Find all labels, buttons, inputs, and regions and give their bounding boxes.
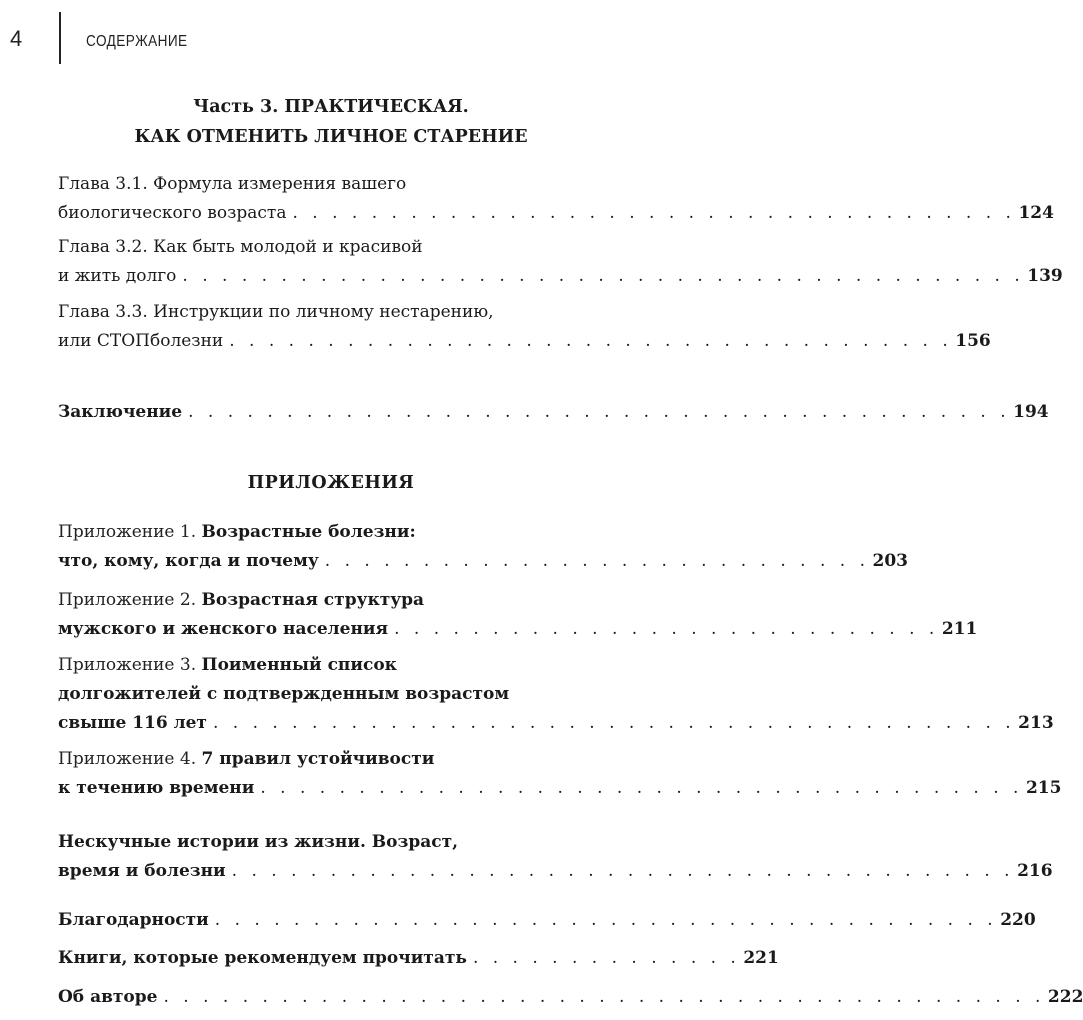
appendix-prefix: Приложение 4. xyxy=(58,749,202,769)
toc-entry-text: Книги, которые рекомендуем прочитать xyxy=(58,948,467,968)
toc-entry-chapter-3-2[interactable] xyxy=(58,233,1063,291)
toc-entry-text: Глава 3.3. Инструкции по личному нестарению, xyxy=(58,302,494,322)
toc-entry-text: Благодарности xyxy=(58,910,209,930)
toc-entry-text: к течению времени xyxy=(58,778,255,798)
toc-entry-about-author[interactable] xyxy=(58,983,1083,1012)
dot-leader: . . . . . . . . . . . . . . . . . . . . . . . . . . . . . . . . . . . . . . . . xyxy=(231,861,1015,881)
page-ref: 220 xyxy=(1000,910,1036,930)
toc-entry-conclusion[interactable] xyxy=(58,398,1049,427)
page-ref: 216 xyxy=(1017,861,1053,881)
toc-entry-text: свыше 116 лет xyxy=(58,713,207,733)
toc-entry-text: Глава 3.2. Как быть молодой и красивой xyxy=(58,237,423,257)
dot-leader: . . . . . . . . . . . . . . . . . . . . . . . . . . . . . . . . . . . . . xyxy=(292,203,1016,223)
page-ref: 213 xyxy=(1018,713,1054,733)
dot-leader: . . . . . . . . . . . . . . xyxy=(472,948,741,968)
page-ref: 221 xyxy=(743,948,779,968)
appendix-prefix: Приложение 2. xyxy=(58,590,202,610)
toc-entry-chapter-3-1[interactable] xyxy=(58,170,1054,228)
dot-leader: . . . . . . . . . . . . . . . . . . . . . . . . . . . . . . . . . . . . . xyxy=(229,331,953,351)
toc-entry-stories[interactable] xyxy=(58,828,1053,886)
toc-entry-chapter-3-3[interactable] xyxy=(58,298,991,356)
toc-entry-text: и жить долго xyxy=(58,266,177,286)
toc-entry-text: Возрастные болезни: xyxy=(201,522,416,542)
page-number: 4 xyxy=(10,26,23,51)
toc-entry-appendix-1[interactable] xyxy=(58,518,908,576)
toc-entry-text: Нескучные истории из жизни. Возраст, xyxy=(58,832,459,852)
toc-entry-acknowledgements[interactable] xyxy=(58,906,1036,935)
toc-entry-text: время и болезни xyxy=(58,861,226,881)
toc-entry-text: что, кому, когда и почему xyxy=(58,551,319,571)
toc-entry-text: мужского и женского населения xyxy=(58,619,389,639)
dot-leader: . . . . . . . . . . . . . . . . . . . . . . . . . . . . . . . . . . . . . . . . . xyxy=(212,713,1016,733)
toc-entry-appendix-3[interactable] xyxy=(58,651,1054,738)
toc-entry-text: Об авторе xyxy=(58,987,158,1007)
page-ref: 124 xyxy=(1018,203,1054,223)
dot-leader: . . . . . . . . . . . . . . . . . . . . . . . . . . . . xyxy=(394,619,939,639)
toc-entry-recommended-books[interactable] xyxy=(58,944,779,973)
toc-entry-appendix-2[interactable] xyxy=(58,586,978,644)
appendices-title: ПРИЛОЖЕНИЯ xyxy=(247,473,415,493)
running-head: СОДЕРЖАНИЕ xyxy=(86,33,188,50)
page-ref: 211 xyxy=(941,619,978,639)
toc-entry-text: или СТОПболезни xyxy=(58,331,224,351)
toc-entry-text: Возрастная структура xyxy=(201,590,425,610)
dot-leader: . . . . . . . . . . . . . . . . . . . . . . . . . . . . xyxy=(324,551,870,571)
header-divider xyxy=(59,12,61,64)
dot-leader: . . . . . . . . . . . . . . . . . . . . . . . . . . . . . . . . . . . . . . . . xyxy=(214,910,998,930)
page-ref: 194 xyxy=(1013,402,1049,422)
toc-entry-text: Заключение xyxy=(58,402,183,422)
part-title-line-2: КАК ОТМЕНИТЬ ЛИЧНОЕ СТАРЕНИЕ xyxy=(134,127,528,147)
toc-entry-text: Поименный список xyxy=(201,655,397,675)
toc-entry-appendix-4[interactable] xyxy=(58,745,1062,803)
part-title-line-1: Часть 3. ПРАКТИЧЕСКАЯ. xyxy=(193,97,469,117)
page-ref: 139 xyxy=(1027,266,1063,286)
dot-leader: . . . . . . . . . . . . . . . . . . . . . . . . . . . . . . . . . . . . . . . xyxy=(260,778,1023,798)
page-ref: 156 xyxy=(955,331,991,351)
page-ref: 222 xyxy=(1047,987,1083,1007)
toc-entry-text: Глава 3.1. Формула измерения вашего xyxy=(58,174,407,194)
part-title xyxy=(58,92,604,152)
toc-entry-text: биологического возраста xyxy=(58,203,287,223)
appendix-prefix: Приложение 3. xyxy=(58,655,202,675)
dot-leader: . . . . . . . . . . . . . . . . . . . . . . . . . . . . . . . . . . . . . . . . . . . xyxy=(182,266,1025,286)
toc-entry-text: 7 правил устойчивости xyxy=(201,749,435,769)
page-ref: 203 xyxy=(872,551,908,571)
dot-leader: . . . . . . . . . . . . . . . . . . . . . . . . . . . . . . . . . . . . . . . . . . xyxy=(188,402,1011,422)
page-ref: 215 xyxy=(1025,778,1062,798)
appendix-prefix: Приложение 1. xyxy=(58,522,202,542)
dot-leader: . . . . . . . . . . . . . . . . . . . . . . . . . . . . . . . . . . . . . . . . . . . . . xyxy=(163,987,1045,1007)
toc-entry-text: долгожителей с подтвержденным возрастом xyxy=(58,684,510,704)
